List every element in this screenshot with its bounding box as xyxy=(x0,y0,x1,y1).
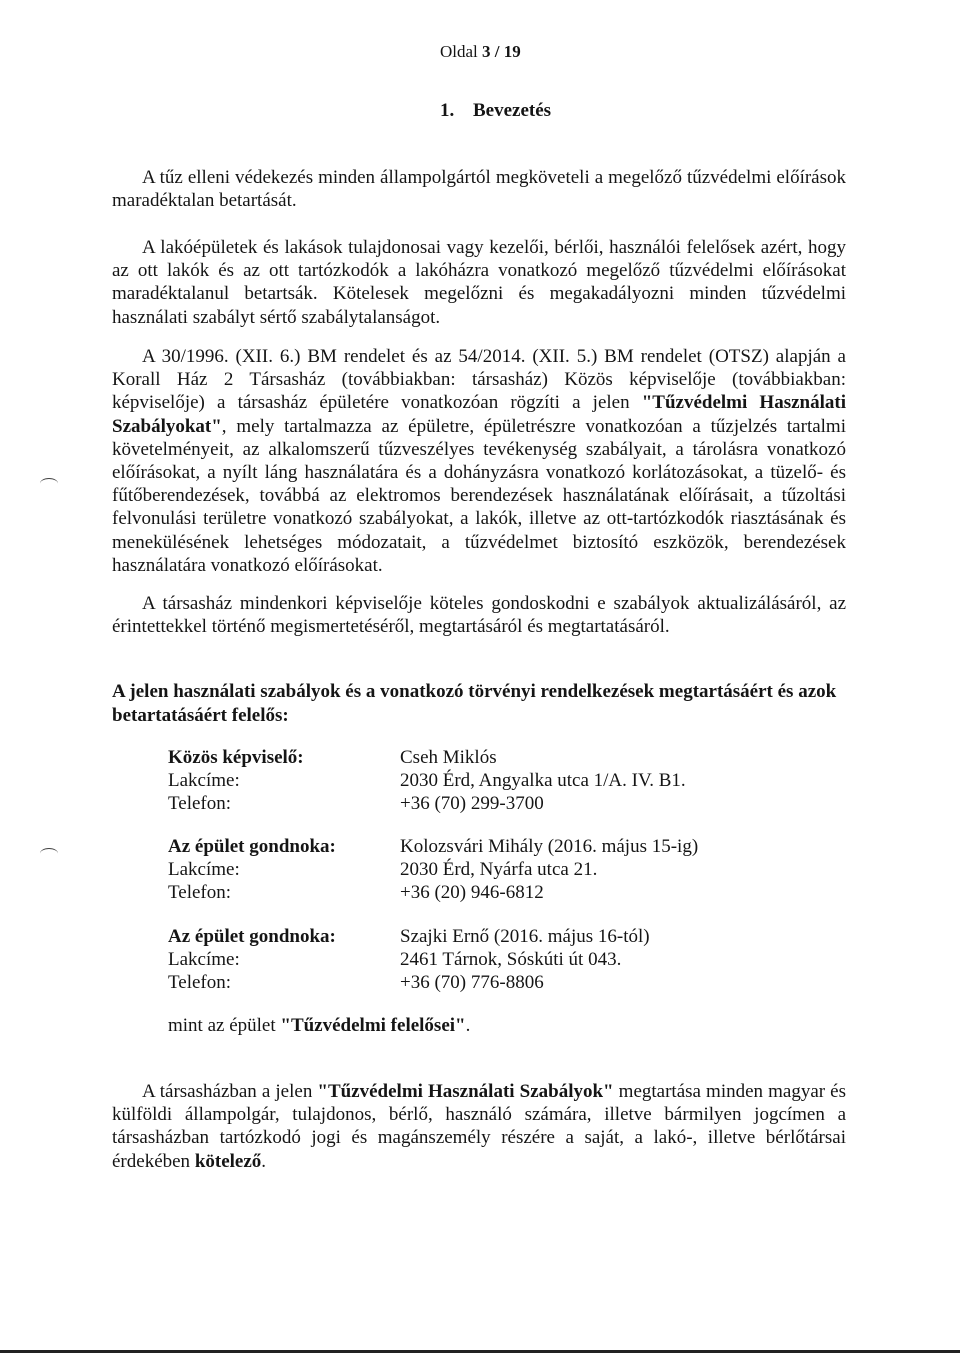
address-label: Lakcíme: xyxy=(168,859,240,881)
contact-role: Az épület gondnoka: xyxy=(168,926,336,947)
contact-name: Cseh Miklós xyxy=(400,747,497,768)
intro-text: A tűz elleni védekezés minden állampolgártól megköveteli a megelőző tűzvédelmi előírások maradéktalan betartását. xyxy=(112,167,846,212)
contact-address-row xyxy=(168,769,788,792)
current-page: 3 xyxy=(482,42,491,61)
contact-address-row xyxy=(168,858,788,881)
address-label: Lakcíme: xyxy=(168,770,240,792)
contact-address: 2461 Tárnok, Sóskúti út 043. xyxy=(400,949,622,971)
phone-label: Telefon: xyxy=(168,793,232,815)
address-label: Lakcíme: xyxy=(168,949,240,971)
closing-suffix: . xyxy=(465,1015,471,1036)
punch-hole-mark-upper xyxy=(40,478,58,489)
contact-name-row xyxy=(168,925,788,948)
contact-role: Az épület gondnoka: xyxy=(168,836,336,857)
regulation-text-part2: , mely tartalmazza az épületre, épületrészre vonatkozóan a tűzjelzés tartalmi követelményeit, az alkalomszerű tűzveszélyes tevékenység szabályait, a tárolásra vonatkozó előírásokat, a nyílt láng használatára és a dohányzásra vonatkozó korlátozásokat, a tüzelő- és fűtőberendezések, továbbá az elektromos berendezések használatának előírásait, a tűzoltási felvonulási területre vonatkozó szabályokat, a lakók, illetve az ott-tartózkodók riasztásának és menekülésének lehetséges módozatait, a tűzvédelmet biztosító eszközök, berendezések használatára vonatkozó előírásokat. xyxy=(112,415,846,576)
obligation-text-part3: . xyxy=(261,1150,267,1172)
page-label: Oldal xyxy=(440,42,478,61)
page-separator: / xyxy=(494,42,500,61)
contact-name: Szajki Ernő (2016. május 16-tól) xyxy=(400,926,650,947)
responsibility-paragraph xyxy=(112,236,846,329)
contact-name-row xyxy=(168,835,788,858)
page-header xyxy=(440,42,521,62)
closing-prefix: mint az épület xyxy=(168,1015,281,1036)
responsibles-closing xyxy=(168,1015,470,1037)
obligation-bold-title: "Tűzvédelmi Használati Szabályok" xyxy=(317,1081,614,1102)
contact-representative xyxy=(168,746,788,816)
scan-edge-line xyxy=(0,1350,960,1353)
section-heading xyxy=(440,100,551,122)
obligation-text-part2: megtartása minden magyar és külföldi állampolgár, tulajdonos, bérlő, használó számára, illetve bármilyen jogcímen a társasházban tartózkodó jogi és magánszemély részére a saját, a lakó-, illetve bérlőtársai érdekében xyxy=(112,1081,846,1172)
contact-address-row xyxy=(168,948,788,971)
contact-address: 2030 Érd, Angyalka utca 1/A. IV. B1. xyxy=(400,770,686,792)
phone-label: Telefon: xyxy=(168,972,232,994)
contact-name-row xyxy=(168,746,788,769)
contact-address: 2030 Érd, Nyárfa utca 21. xyxy=(400,859,598,881)
contact-phone: +36 (70) 299-3700 xyxy=(400,793,544,815)
representative-duty-text: A társasház mindenkori képviselője köteles gondoskodni e szabályok aktualizálásáról, az érintettekkel történő megismertetéséről, megtartásáról és megtartatásáról. xyxy=(112,593,846,638)
obligation-bold-mandatory: kötelező xyxy=(194,1150,262,1172)
punch-hole-mark-lower xyxy=(40,848,58,859)
phone-label: Telefon: xyxy=(168,882,232,904)
intro-paragraph xyxy=(112,166,846,212)
obligation-text-part1: A társasházban a jelen xyxy=(142,1081,318,1102)
contact-caretaker-1 xyxy=(168,835,788,905)
contact-caretaker-2 xyxy=(168,925,788,995)
responsibles-heading: A jelen használati szabályok és a vonatkozó törvényi rendelkezések megtartásáért és azok betartatásáért felelős: xyxy=(112,681,837,726)
section-title: Bevezetés xyxy=(473,100,552,121)
representative-duty-paragraph xyxy=(112,592,846,638)
regulation-title-bold: "Tűzvédelmi Használati Szabályokat" xyxy=(112,392,846,437)
contact-role: Közös képviselő: xyxy=(168,747,304,768)
contact-phone: +36 (70) 776-8806 xyxy=(400,972,544,994)
contact-phone: +36 (20) 946-6812 xyxy=(400,882,544,904)
section-number: 1. xyxy=(440,100,455,121)
contact-name: Kolozsvári Mihály (2016. május 15-ig) xyxy=(400,836,699,857)
total-pages: 19 xyxy=(503,42,521,61)
obligation-paragraph xyxy=(112,1080,846,1173)
contact-phone-row xyxy=(168,792,788,815)
contact-phone-row xyxy=(168,881,788,904)
contact-phone-row xyxy=(168,971,788,994)
regulation-text-part1: A 30/1996. (XII. 6.) BM rendelet és az 54/2014. (XII. 5.) BM rendelet (OTSZ) alapján a Korall Ház 2 Társasház (továbbiakban: társasház) Közös képviselője (továbbiakban: képviselője) a társasház épületére vonatkozóan rögzíti a jelen xyxy=(112,346,846,414)
closing-bold: "Tűzvédelmi felelősei" xyxy=(280,1015,466,1036)
regulation-paragraph xyxy=(112,345,846,577)
responsibility-text: A lakóépületek és lakások tulajdonosai vagy kezelői, bérlői, használói felelősek azért, hogy az ott lakók és az ott tartózkodók a lakóházra vonatkozó megelőző tűzvédelmi előírásokat maradéktalanul betartsák. Kötelesek megelőzni és megakadályozni minden tűzvédelmi használati szabályt sértő szabálytalanságot. xyxy=(112,237,846,328)
